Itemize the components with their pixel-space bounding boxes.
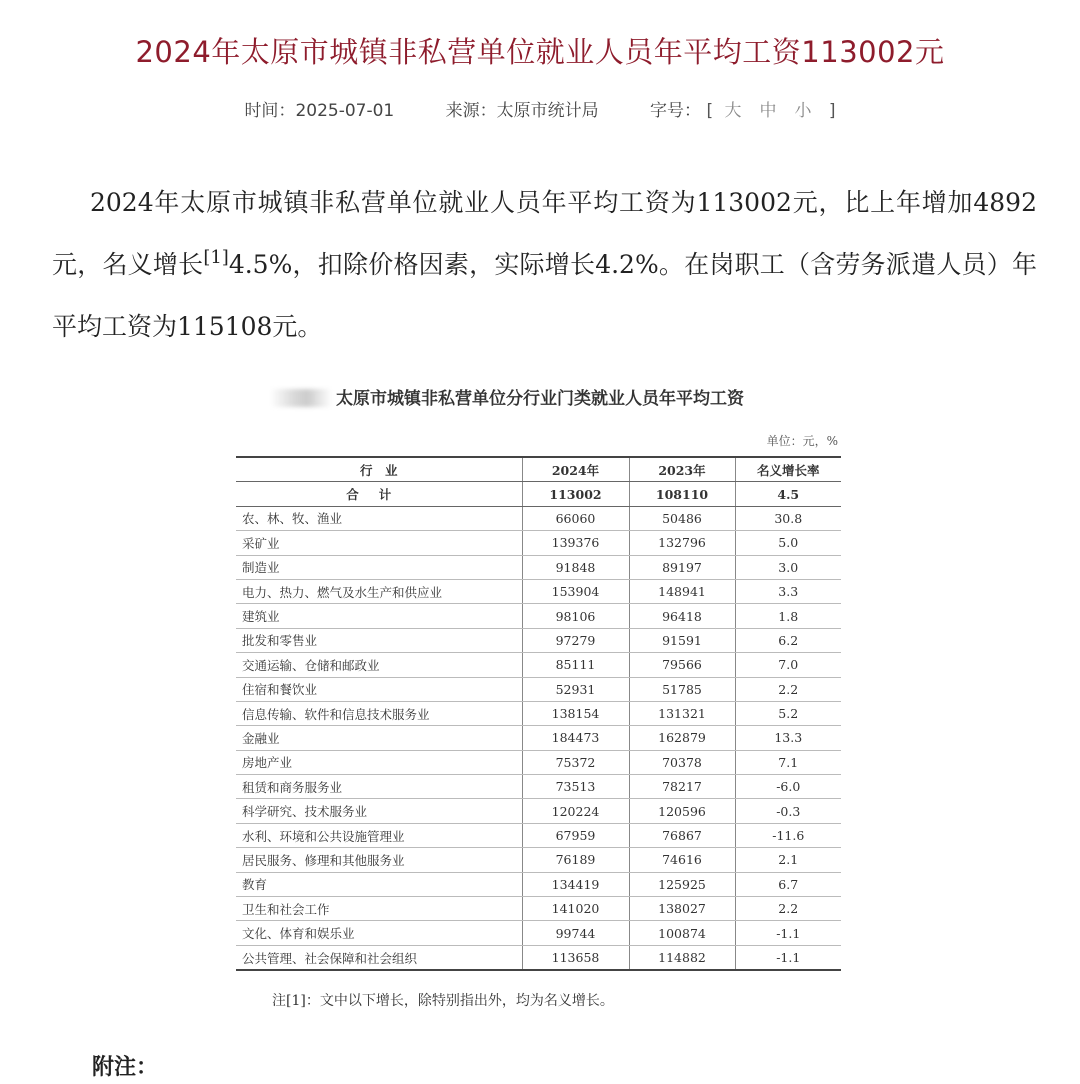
row-industry: 建筑业 [236,604,522,628]
row-2024: 98106 [522,604,629,628]
article-paragraph [52,172,1037,358]
row-2023: 125925 [629,872,735,896]
table-row [236,677,841,701]
table-footnote: 注[1]：文中以下增长，除特别指出外，均为名义增长。 [272,993,614,1009]
table-unit: 单位：元，% [766,434,838,448]
table-row [236,775,841,799]
row-industry: 文化、体育和娱乐业 [236,921,522,945]
paragraph-text-2: 4.5%，扣除价格因素，实际增长4.2%。在岗职工（含劳务派遣人员）年平均工资为115108元。 [52,250,1037,341]
table-total-row [236,482,841,506]
header-2023: 2023年 [629,457,735,482]
table-row [236,750,841,774]
row-growth: 7.1 [735,750,841,774]
row-2023: 96418 [629,604,735,628]
table-row [236,604,841,628]
total-2024: 113002 [522,482,629,506]
row-2024: 134419 [522,872,629,896]
row-industry: 教育 [236,872,522,896]
row-2024: 99744 [522,921,629,945]
table-row [236,701,841,725]
table-row [236,823,841,847]
row-growth: 30.8 [735,506,841,530]
row-2023: 148941 [629,579,735,603]
row-industry: 租赁和商务服务业 [236,775,522,799]
row-2024: 76189 [522,848,629,872]
table-title-text: 太原市城镇非私营单位分行业门类就业人员年平均工资 [336,389,744,409]
row-industry: 金融业 [236,726,522,750]
row-2024: 52931 [522,677,629,701]
row-growth: 3.0 [735,555,841,579]
row-2023: 120596 [629,799,735,823]
row-2024: 138154 [522,701,629,725]
row-industry: 信息传输、软件和信息技术服务业 [236,701,522,725]
total-2023: 108110 [629,482,735,506]
table-row [236,555,841,579]
row-2023: 70378 [629,750,735,774]
table-row [236,579,841,603]
font-size-label: 字号： [650,101,702,121]
table-title [270,384,840,409]
font-size-small-button[interactable]: 小 [794,101,818,121]
row-growth: 7.0 [735,653,841,677]
appendix-heading: 附注： [92,1055,159,1080]
table-row [236,945,841,970]
row-growth: 5.0 [735,531,841,555]
row-growth: -6.0 [735,775,841,799]
row-growth: 6.7 [735,872,841,896]
row-growth: 13.3 [735,726,841,750]
row-industry: 科学研究、技术服务业 [236,799,522,823]
total-growth: 4.5 [735,482,841,506]
time-value: 2025-07-01 [295,101,395,121]
row-2024: 66060 [522,506,629,530]
row-industry: 公共管理、社会保障和社会组织 [236,945,522,970]
row-2023: 50486 [629,506,735,530]
row-2024: 85111 [522,653,629,677]
row-industry: 农、林、牧、渔业 [236,506,522,530]
row-2023: 162879 [629,726,735,750]
table-row [236,872,841,896]
row-2023: 74616 [629,848,735,872]
row-industry: 制造业 [236,555,522,579]
font-size-large-button[interactable]: 大 [724,101,748,121]
row-growth: 1.8 [735,604,841,628]
row-industry: 批发和零售业 [236,628,522,652]
row-2023: 79566 [629,653,735,677]
row-industry: 水利、环境和公共设施管理业 [236,823,522,847]
header-growth: 名义增长率 [735,457,841,482]
row-2024: 184473 [522,726,629,750]
row-2024: 120224 [522,799,629,823]
row-growth: -1.1 [735,945,841,970]
row-2023: 100874 [629,921,735,945]
row-2023: 132796 [629,531,735,555]
row-2024: 91848 [522,555,629,579]
article-title: 2024年太原市城镇非私营单位就业人员年平均工资113002元 [135,35,945,69]
row-industry: 住宿和餐饮业 [236,677,522,701]
row-2023: 131321 [629,701,735,725]
row-2024: 75372 [522,750,629,774]
blurred-year-region [270,389,332,407]
row-2024: 141020 [522,897,629,921]
table-row [236,726,841,750]
row-2023: 76867 [629,823,735,847]
table-row [236,921,841,945]
row-growth: 2.2 [735,677,841,701]
paragraph-text-1: 2024年太原市城镇非私营单位就业人员年平均工资为113002元，比上年增加4892元，名义增长 [52,188,1037,279]
row-growth: 3.3 [735,579,841,603]
row-industry: 居民服务、修理和其他服务业 [236,848,522,872]
header-industry: 行 业 [236,457,522,482]
bracket-open: [ [706,101,714,121]
font-size-medium-button[interactable]: 中 [759,101,783,121]
row-growth: -0.3 [735,799,841,823]
header-2024: 2024年 [522,457,629,482]
row-growth: 6.2 [735,628,841,652]
bracket-close: ] [828,101,836,121]
time-label: 时间： [244,101,296,121]
row-growth: -1.1 [735,921,841,945]
table-row [236,799,841,823]
row-industry: 交通运输、仓储和邮政业 [236,653,522,677]
row-2023: 91591 [629,628,735,652]
row-2023: 114882 [629,945,735,970]
table-row [236,897,841,921]
table-row [236,848,841,872]
row-growth: 2.2 [735,897,841,921]
row-2023: 138027 [629,897,735,921]
row-2024: 73513 [522,775,629,799]
source-label: 来源： [445,101,497,121]
row-2024: 97279 [522,628,629,652]
table-row [236,531,841,555]
row-growth: 2.1 [735,848,841,872]
row-industry: 电力、热力、燃气及水生产和供应业 [236,579,522,603]
table-row [236,653,841,677]
wage-table [236,456,841,971]
row-growth: -11.6 [735,823,841,847]
article-meta [0,96,1080,121]
total-label: 合计 [236,482,522,506]
table-header-row [236,457,841,482]
row-industry: 采矿业 [236,531,522,555]
row-2024: 113658 [522,945,629,970]
row-growth: 5.2 [735,701,841,725]
row-2023: 78217 [629,775,735,799]
row-2024: 153904 [522,579,629,603]
row-2023: 51785 [629,677,735,701]
row-2024: 139376 [522,531,629,555]
table-row [236,628,841,652]
row-2023: 89197 [629,555,735,579]
row-industry: 房地产业 [236,750,522,774]
source-value: 太原市统计局 [496,101,599,121]
row-2024: 67959 [522,823,629,847]
row-industry: 卫生和社会工作 [236,897,522,921]
footnote-marker[interactable]: [1] [203,247,229,268]
table-row [236,506,841,530]
